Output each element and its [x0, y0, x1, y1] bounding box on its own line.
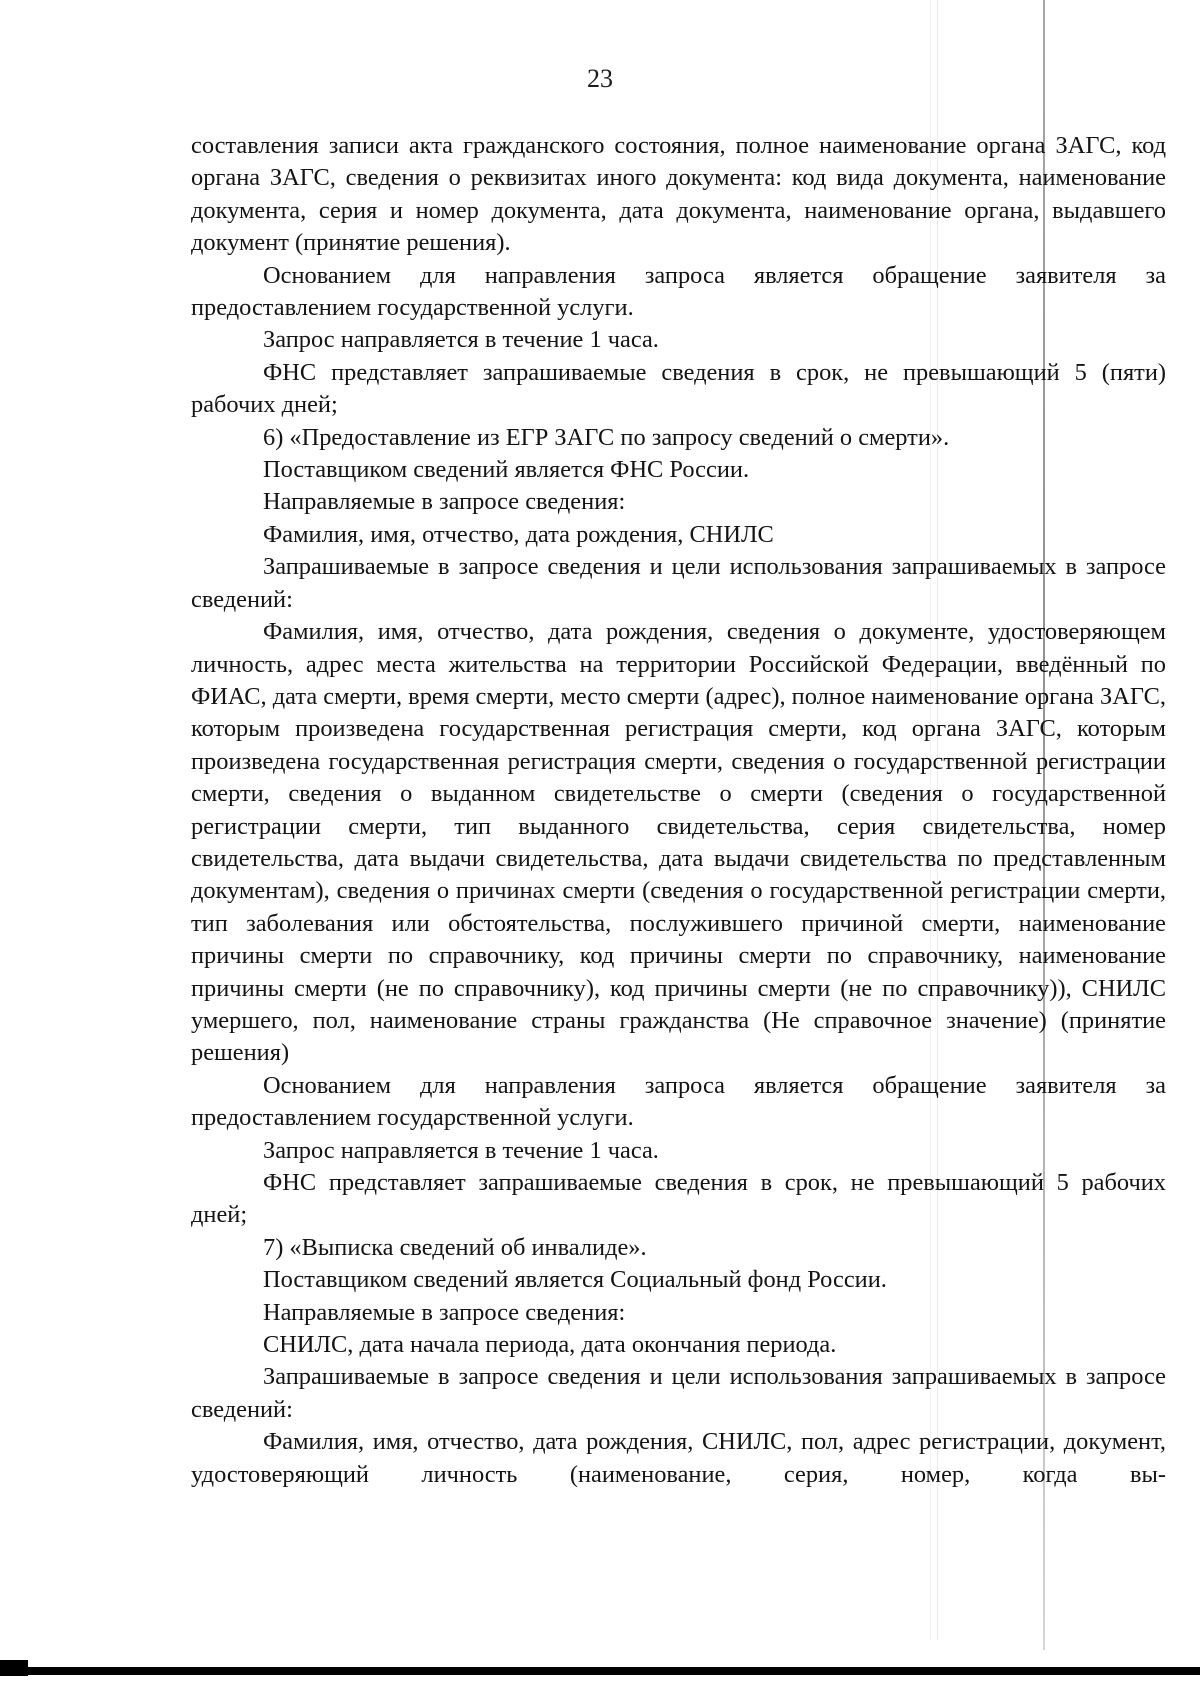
paragraph: ФНС представляет запрашиваемые сведения в срок, не превышающий 5 (пяти) рабочих дней; — [191, 358, 1166, 419]
paragraph: Основанием для направления запроса является обращение заявителя за предоставлением государственной услуги. — [191, 261, 1166, 322]
paragraph: 6) «Предоставление из ЕГР ЗАГС по запросу сведений о смерти». — [263, 423, 950, 451]
paragraph: Основанием для направления запроса является обращение заявителя за предоставлением государственной услуги. — [191, 1071, 1166, 1132]
paragraph: Направляемые в запросе сведения: — [263, 1298, 626, 1326]
paragraph: составления записи акта гражданского состояния, полное наименование органа ЗАГС, код органа ЗАГС, сведения о реквизитах иного документа: код вида документа, наименование документа, серия и номер документа, дата документа, наименование органа, выдавшего документ (принятие решения). — [191, 132, 1166, 257]
paragraph: Фамилия, имя, отчество, дата рождения, СНИЛС, пол, адрес регистрации, документ, удостоверяющий личность (наименование, серия, номер, когда вы- — [191, 1428, 1166, 1488]
paragraph: Направляемые в запросе сведения: — [263, 488, 626, 516]
paragraph: СНИЛС, дата начала периода, дата окончания периода. — [263, 1331, 837, 1359]
paragraph: ФНС представляет запрашиваемые сведения в срок, не превышающий 5 рабочих дней; — [191, 1169, 1166, 1229]
paragraph: Запрашиваемые в запросе сведения и цели использования запрашиваемых в запросе сведений: — [191, 553, 1166, 613]
paragraph: Поставщиком сведений является Социальный фонд России. — [263, 1266, 887, 1294]
scan-border — [0, 1667, 1200, 1675]
document-body — [191, 130, 1166, 1491]
paragraph: Запрос направляется в течение 1 часа. — [263, 326, 659, 354]
paragraph: Поставщиком сведений является ФНС России. — [263, 456, 750, 484]
paragraph: Запрашиваемые в запросе сведения и цели использования запрашиваемых в запросе сведений: — [191, 1363, 1166, 1423]
page-number: 23 — [587, 64, 613, 93]
paragraph: Фамилия, имя, отчество, дата рождения, сведения о документе, удостоверяющем личность, адрес места жительства на территории Российской Федерации, введённый по ФИАС, дата смерти, время смерти, место смерти (адрес), полное наименование органа ЗАГС, которым произведена государственная регистрация смерти, код органа ЗАГС, которым произведена государственная регистрация смерти, сведения о государственной регистрации смерти, сведения о выданном свидетельстве о смерти (сведения о государственной регистрации смерти, тип выданного свидетельства, серия свидетельства, номер свидетельства, дата выдачи свидетельства, дата выдачи свидетельства по представленным документам), сведения о причинах смерти (сведения о государственной регистрации смерти, тип заболевания или обстоятельства, послужившего причиной смерти, наименование причины смерти по справочнику, код причины смерти по справочнику, наименование причины смерти (не по справочнику), код причины смерти (не по справочнику)), СНИЛС умершего, пол, наименование страны гражданства (Не справочное значение) (принятие решения) — [191, 618, 1166, 1067]
paragraph: Запрос направляется в течение 1 часа. — [263, 1136, 659, 1164]
paragraph: 7) «Выписка сведений об инвалиде». — [263, 1233, 647, 1261]
paragraph: Фамилия, имя, отчество, дата рождения, СНИЛС — [263, 520, 774, 548]
